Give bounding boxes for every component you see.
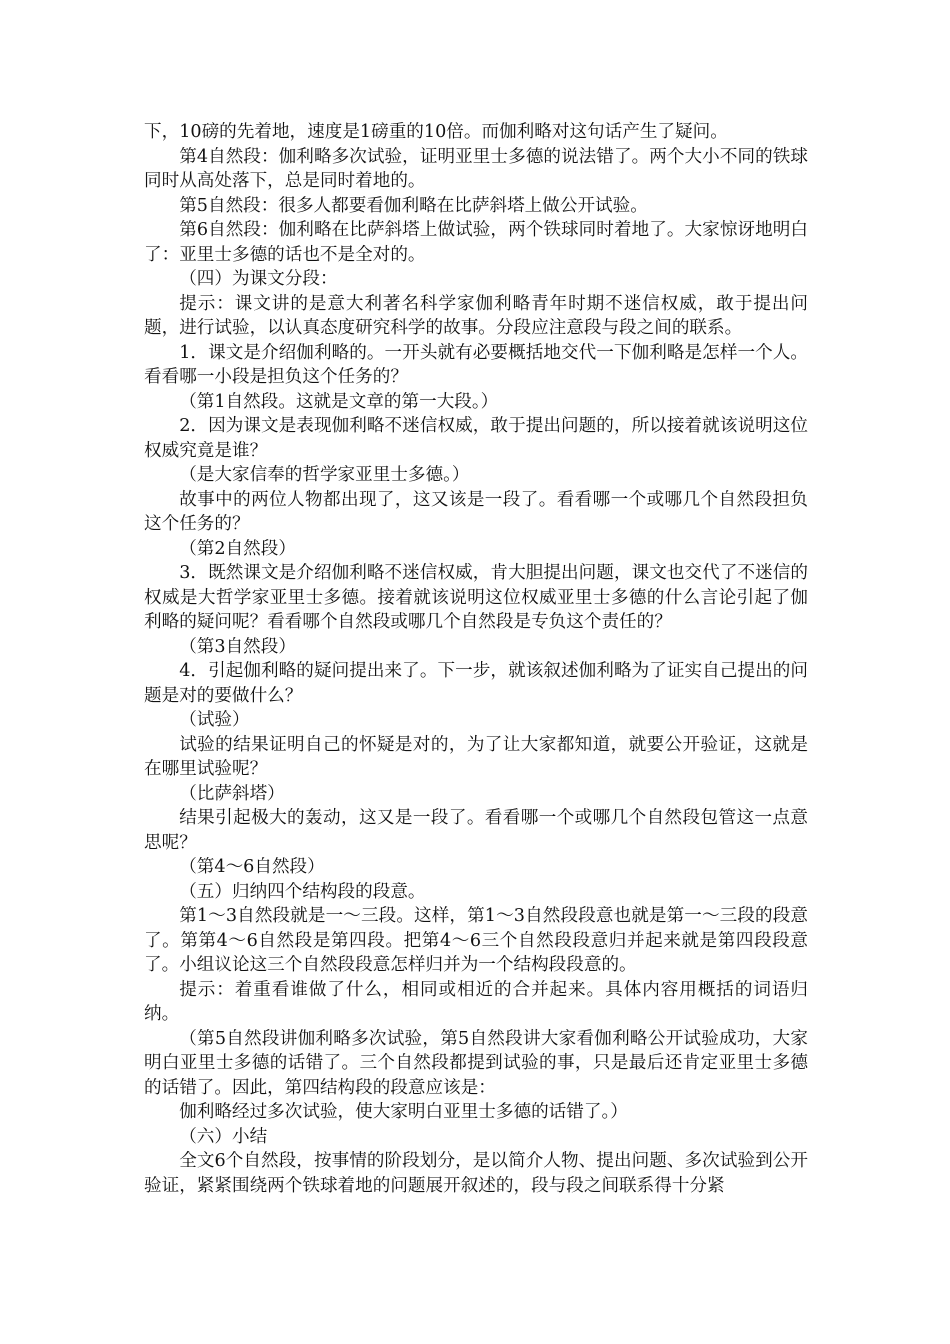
answer-5-conclusion: 伽利略经过多次试验，使大家明白亚里士多德的话错了。） [179,1102,628,1122]
section-heading-4: （四）为课文分段： [179,269,338,289]
answer-1: （第1自然段。这就是文章的第一大段。） [179,391,499,412]
section-heading-6: （六）小结 [179,1126,268,1147]
question-4: 4．引起伽利略的疑问提出来了。下一步，就该叙述伽利略为了证实自己提出的问题是对的要做什么？ [144,661,808,706]
answer-4: （试验） [179,710,250,730]
question-3: 3．既然课文是介绍伽利略不迷信权威，肯大胆提出问题，课文也交代了不迷信的权威是大哲学家亚里士多德。接着就该说明这位权威亚里士多德的什么言论引起了伽利略的疑问呢？看看哪个自然段或哪几个自然段是专负这个责任的？ [144,563,808,632]
answer-4c: （第4～6自然段） [179,857,325,877]
question-4c: 结果引起极大的轰动，这又是一段了。看看哪一个或哪几个自然段包管这一点意思呢？ [144,808,808,853]
paragraph-1: 第4自然段：伽利略多次试验，证明亚里士多德的说法错了。两个大小不同的铁球同时从高处落下，总是同时着地的。 [144,146,808,191]
paragraph-5: 提示：课文讲的是意大利著名科学家伽利略青年时期不迷信权威，敢于提出问题，进行试验，以认真态度研究科学的故事。分段应注意段与段之间的联系。 [144,293,808,338]
answer-2: （是大家信奉的哲学家亚里士多德。） [179,465,470,485]
answer-3: （第3自然段） [179,636,296,657]
summary-paragraph: 全文6个自然段，按事情的阶段划分，是以简介人物、提出问题、多次试验到公开验证，紧紧围绕两个铁球着地的问题展开叙述的，段与段之间联系得十分紧 [144,1151,808,1196]
section-heading-5: （五）归纳四个结构段的段意。 [179,881,426,902]
paragraph-21: 第1～3自然段就是一～三段。这样，第1～3自然段段意也就是第一～三段的段意了。第第4～6自然段是第四段。把第4～6三个自然段段意归并起来就是第四段段意了。小组议论这三个自然段段意怎样归并为一个结构段段意的。 [144,906,808,975]
hint-5: 提示：着重看谁做了什么，相同或相近的合并起来。具体内容用概括的词语归纳。 [144,979,808,1024]
question-4b: 试验的结果证明自己的怀疑是对的，为了让大家都知道，就要公开验证，这就是在哪里试验呢？ [144,734,808,779]
answer-2b: （第2自然段） [179,538,296,559]
answer-5: （第5自然段讲伽利略多次试验，第5自然段讲大家看伽利略公开试验成功，大家明白亚里士多德的话错了。三个自然段都提到试验的事，只是最后还肯定亚里士多德的话错了。因此，第四结构段的段意应该是： [144,1028,808,1098]
answer-4b: （比萨斜塔） [179,783,285,804]
paragraph-3: 第6自然段：伽利略在比萨斜塔上做试验，两个铁球同时着地了。大家惊讶地明白了：亚里士多德的话也不是全对的。 [144,220,808,265]
paragraph-0: 下，10磅的先着地，速度是1磅重的10倍。而伽利略对这句话产生了疑问。 [144,122,728,142]
question-2: 2．因为课文是表现伽利略不迷信权威，敢于提出问题的，所以接着就该说明这位权威究竟是谁？ [144,416,808,461]
paragraph-2: 第5自然段：很多人都要看伽利略在比萨斜塔上做公开试验。 [179,195,648,216]
question-1: 1．课文是介绍伽利略的。一开头就有必要概括地交代一下伽利略是怎样一个人。看看哪一小段是担负这个任务的？ [144,342,808,387]
question-2b: 故事中的两位人物都出现了，这又该是一段了。看看哪一个或哪几个自然段担负这个任务的？ [144,489,808,534]
document-page [144,120,808,1198]
